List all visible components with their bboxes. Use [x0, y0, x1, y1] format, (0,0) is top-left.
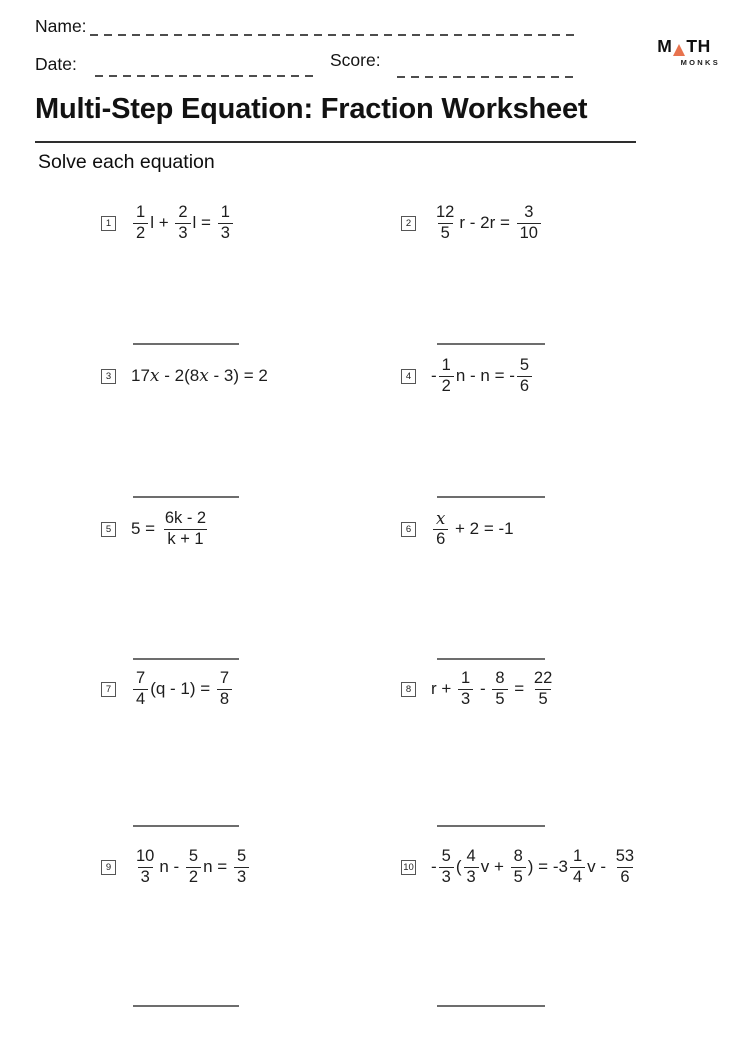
equation-text: -	[431, 857, 437, 876]
equation-text: l +	[150, 213, 174, 232]
answer-line	[133, 496, 239, 498]
fraction-denominator: 2	[133, 223, 148, 243]
fraction-denominator: 5	[535, 689, 550, 709]
fraction-denominator: 8	[217, 689, 232, 709]
logo-letters-th: TH	[686, 36, 711, 56]
fraction-denominator: 2	[439, 376, 454, 396]
fraction-denominator: 5	[492, 689, 507, 709]
equation-text: ) = -3	[527, 857, 568, 876]
variable-italic: x	[199, 366, 209, 386]
equation-text: - 2(8	[159, 366, 200, 385]
score-label: Score:	[330, 50, 381, 70]
problem	[101, 500, 211, 558]
fraction-numerator: 6k - 2	[164, 508, 207, 527]
fraction-numerator: 5	[441, 846, 451, 865]
fraction-numerator: 5	[519, 355, 530, 374]
name-label: Name:	[35, 16, 87, 36]
fraction-numerator: 1	[136, 202, 146, 221]
problem-number: 8	[401, 682, 416, 697]
problem-number: 7	[101, 682, 116, 697]
problem	[401, 194, 543, 252]
fraction	[531, 670, 555, 709]
equation-text: v +	[480, 857, 509, 876]
fraction-numerator: 12	[436, 202, 455, 221]
equation-text: r - 2r =	[459, 213, 515, 232]
fraction-denominator: 3	[439, 867, 454, 887]
fraction-denominator: 3	[458, 689, 473, 709]
fraction-denominator: 3	[234, 867, 249, 887]
variable-italic: x	[149, 366, 160, 386]
equation	[131, 510, 211, 549]
fraction	[511, 848, 526, 887]
fraction	[492, 670, 507, 709]
equation-text: =	[509, 679, 529, 698]
title-underline	[35, 141, 636, 143]
fraction-numerator: 1	[572, 846, 583, 865]
fraction	[439, 357, 454, 396]
fraction-denominator: 3	[138, 867, 153, 887]
equation	[131, 366, 268, 386]
problem-number: 2	[401, 216, 416, 231]
problem-number: 6	[401, 522, 416, 537]
fraction	[133, 204, 148, 243]
instruction-text: Solve each equation	[38, 151, 215, 173]
problem	[401, 347, 534, 405]
fraction-numerator: 1	[220, 202, 230, 221]
problem-number: 4	[401, 369, 416, 384]
problem-number: 10	[401, 860, 416, 875]
fraction-denominator: 10	[517, 223, 541, 243]
fraction	[517, 204, 541, 243]
equation	[131, 670, 234, 709]
logo-monks-text: MONKS	[680, 57, 720, 67]
equation	[431, 670, 557, 709]
problem	[101, 660, 234, 718]
problem-number: 1	[101, 216, 116, 231]
date-dashed-line	[95, 75, 319, 77]
fraction	[570, 848, 585, 887]
fraction-denominator: 3	[464, 867, 479, 887]
equation-text: (	[455, 857, 462, 876]
name-dashed-line	[90, 34, 580, 36]
fraction-numerator: 4	[466, 846, 476, 865]
page-title: Multi-Step Equation: Fraction Worksheet	[35, 93, 588, 125]
equation	[431, 357, 534, 396]
fraction	[613, 848, 637, 887]
equation-text: n - n = -	[455, 366, 515, 385]
fraction-numerator: x	[436, 508, 446, 528]
fraction-numerator: 7	[136, 668, 146, 687]
fraction	[439, 848, 454, 887]
fraction-denominator: 6	[617, 867, 632, 887]
problem	[101, 194, 235, 252]
fraction-numerator: 5	[188, 846, 199, 865]
equation	[131, 204, 235, 243]
answer-line	[437, 343, 545, 345]
date-label: Date:	[35, 54, 77, 74]
answer-line	[437, 1005, 545, 1007]
fraction-denominator: 6	[433, 529, 448, 549]
fraction-numerator: 8	[495, 668, 505, 687]
fraction-denominator: 4	[133, 689, 148, 709]
fraction	[133, 848, 157, 887]
fraction-numerator: 7	[219, 668, 230, 687]
logo-letter-m: M	[657, 36, 673, 56]
fraction-denominator: 5	[511, 867, 526, 887]
fraction	[458, 670, 473, 709]
fraction	[464, 848, 479, 887]
fraction-denominator: 3	[218, 223, 233, 243]
equation-text: - 3) = 2	[208, 366, 268, 385]
problem	[401, 500, 514, 558]
fraction	[218, 204, 233, 243]
fraction	[433, 204, 457, 243]
logo-triangle-icon	[673, 44, 685, 56]
fraction	[162, 510, 209, 549]
fraction-denominator: 2	[186, 867, 201, 887]
problem	[101, 838, 251, 896]
logo-wordmark	[647, 38, 721, 56]
fraction-denominator: 4	[570, 867, 585, 887]
score-dashed-line	[397, 76, 579, 78]
fraction-denominator: 6	[517, 376, 532, 396]
fraction-numerator: 1	[461, 668, 471, 687]
answer-line	[437, 825, 545, 827]
fraction	[175, 204, 190, 243]
fraction-numerator: 8	[513, 846, 523, 865]
fraction-numerator: 1	[441, 355, 451, 374]
problem	[401, 838, 639, 896]
fraction-numerator: 10	[136, 846, 155, 865]
answer-line	[133, 1005, 239, 1007]
equation-text: l =	[192, 213, 216, 232]
fraction-numerator: 2	[178, 202, 188, 221]
equation-text: n =	[203, 857, 232, 876]
fraction	[133, 670, 148, 709]
equation-text: (q - 1) =	[150, 679, 215, 698]
fraction	[433, 510, 448, 549]
problem	[401, 660, 557, 718]
answer-line	[437, 496, 545, 498]
fraction-denominator: 5	[438, 223, 453, 243]
answer-line	[133, 825, 239, 827]
fraction	[234, 848, 249, 887]
fraction-numerator: 22	[533, 668, 553, 687]
equation-text: 17	[131, 366, 150, 385]
equation	[431, 848, 639, 887]
equation-text: v -	[587, 857, 611, 876]
problem	[101, 347, 268, 405]
fraction	[217, 670, 232, 709]
fraction-numerator: 5	[236, 846, 247, 865]
equation-text: + 2 = -1	[450, 519, 514, 538]
fraction	[517, 357, 532, 396]
equation-text: n -	[159, 857, 184, 876]
fraction-denominator: 3	[175, 223, 190, 243]
problem-number: 9	[101, 860, 116, 875]
equation	[431, 510, 514, 549]
answer-line	[133, 343, 239, 345]
equation	[431, 204, 543, 243]
problem-number: 3	[101, 369, 116, 384]
problem-number: 5	[101, 522, 116, 537]
fraction-denominator: k + 1	[164, 529, 206, 549]
equation-text: -	[475, 679, 491, 698]
equation	[131, 848, 251, 887]
fraction	[186, 848, 201, 887]
equation-text: r +	[431, 679, 457, 698]
equation-text: 5 =	[131, 519, 160, 538]
equation-text: -	[431, 366, 437, 385]
fraction-numerator: 53	[615, 846, 635, 865]
math-monks-logo	[647, 38, 721, 67]
fraction-numerator: 3	[524, 202, 534, 221]
